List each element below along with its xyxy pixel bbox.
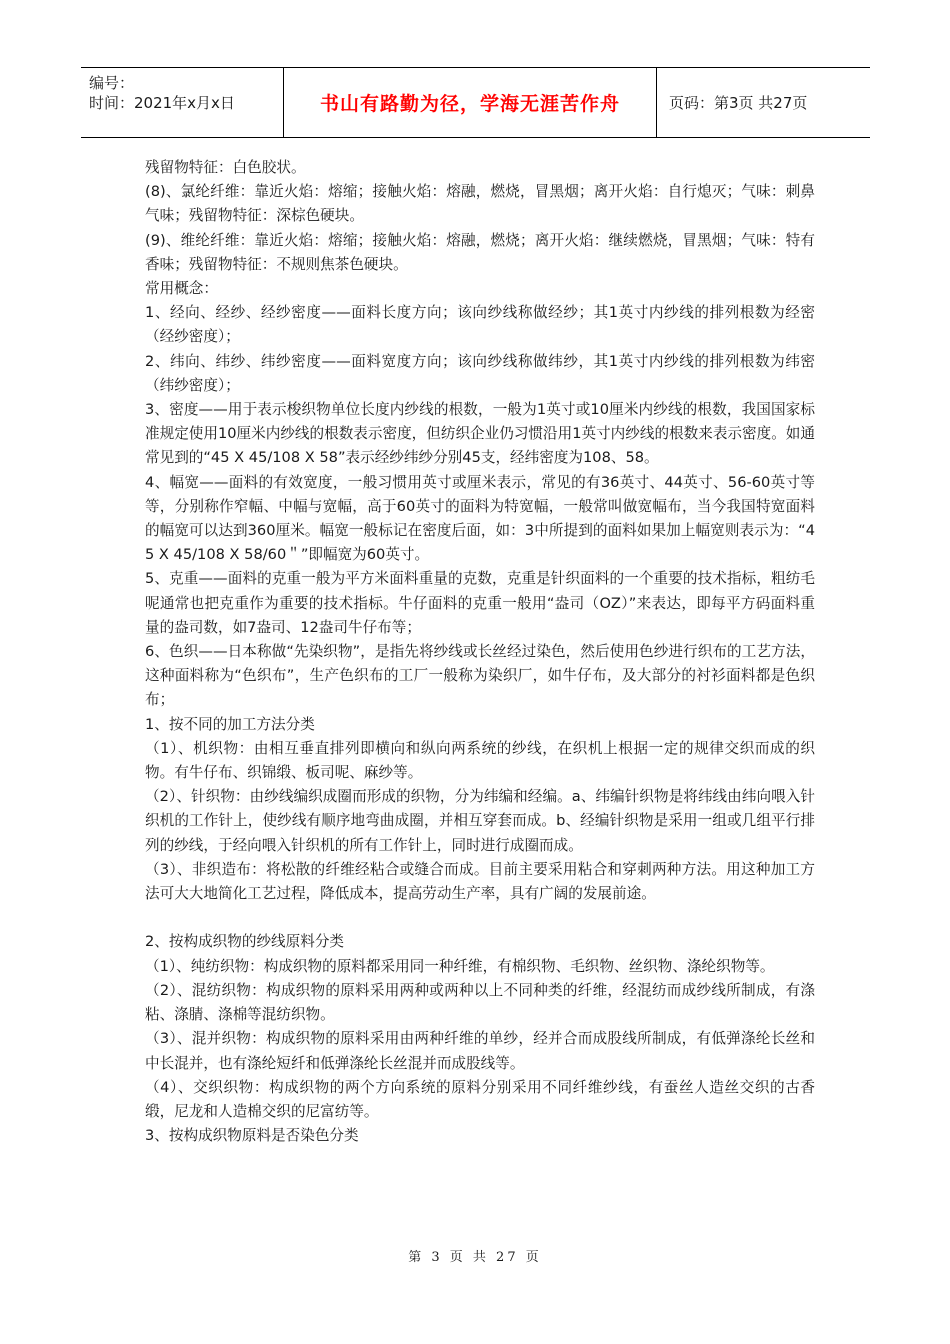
body-paragraph: （3）、非织造布：将松散的纤维经粘合或缝合而成。目前主要采用粘合和穿刺两种方法。用这种加工方法可大大地简化工艺过程，降低成本，提高劳动生产率，具有广阔的发展前途。 [145, 860, 815, 903]
body-paragraph: 4、幅宽——面料的有效宽度，一般习惯用英寸或厘米表示，常见的有36英寸、44英寸、56-60英寸等等，分别称作窄幅、中幅与宽幅，高于60英寸的面料为特宽幅，一般常叫做宽幅布，当今我国特宽面料的幅宽可以达到360厘米。幅宽一般标记在密度后面，如：3中所提到的面料如果加上幅宽则表示为：“45 X 45/108 X 58/60＂”即幅宽为60英寸。 [145, 473, 815, 564]
time-label: 时间：2021年x月x日 [89, 94, 235, 112]
body-paragraph: （3）、混并织物：构成织物的原料采用由两种纤维的单纱，经并合而成股线所制成，有低弹涤纶长丝和中长混并，也有涤纶短纤和低弹涤纶长丝混并而成股线等。 [145, 1030, 815, 1072]
blank-line [145, 906, 815, 930]
header-meta [81, 68, 284, 137]
body-paragraph: （2）、针织物：由纱线编织成圈而形成的织物，分为纬编和经编。a、纬编针织物是将纬线由纬向喂入针织机的工作针上，使纱线有顺序地弯曲成圈，并相互穿套而成。b、经编针织物是采用一组或几组平行排列的纱线，于经向喂入针织机的所有工作针上，同时进行成圈而成。 [145, 788, 815, 854]
body-paragraph: (9)、维纶纤维：靠近火焰：熔缩；接触火焰：熔融，燃烧；离开火焰：继续燃烧，冒黑烟；气味：特有香味；残留物特征：不规则焦茶色硬块。 [145, 231, 815, 273]
body-paragraph: (8)、氯纶纤维：靠近火焰：熔缩；接触火焰：熔融，燃烧，冒黑烟；离开火焰：自行熄灭；气味：刺鼻气味；残留物特征：深棕色硬块。 [145, 183, 815, 225]
body-paragraph: 3、按构成织物原料是否染色分类 [145, 1127, 359, 1145]
body-paragraph: （2）、混纺织物：构成织物的原料采用两种或两种以上不同种类的纤维，经混纺而成纱线所制成，有涤粘、涤腈、涤棉等混纺织物。 [145, 981, 815, 1024]
body-paragraph: （1）、纯纺织物：构成织物的原料都采用同一种纤维，有棉织物、毛织物、丝织物、涤纶织物等。 [145, 957, 775, 975]
header-page-info: 页码：第3页 共27页 [669, 94, 808, 112]
document-header [81, 67, 870, 138]
page-footer: 第 3 页 共 27 页 [408, 1250, 542, 1265]
body-paragraph: 残留物特征：白色胶状。 [145, 159, 306, 176]
body-paragraph: 3、密度——用于表示梭织物单位长度内纱线的根数，一般为1英寸或10厘米内纱线的根数，我国国家标准规定使用10厘米内纱线的根数表示密度，但纺织企业仍习惯沿用1英寸内纱线的根数来表示密度。如通常见到的“45 X 45/108 X 58”表示经纱纬纱分别45支，经纬密度为108、58。 [145, 401, 815, 467]
header-motto: 书山有路勤为径，学海无涯苦作舟 [284, 68, 657, 137]
body-paragraph: 2、纬向、纬纱、纬纱密度——面料宽度方向；该向纱线称做纬纱，其1英寸内纱线的排列根数为纬密（纬纱密度）； [145, 352, 815, 394]
body-paragraph: 常用概念： [145, 280, 218, 298]
body-paragraph: 5、克重——面料的克重一般为平方米面料重量的克数，克重是针织面料的一个重要的技术指标，粗纺毛呢通常也把克重作为重要的技术指标。牛仔面料的克重一般用“盎司（OZ）”来表达，即每平方码面料重量的盎司数，如7盎司、12盎司牛仔布等； [145, 570, 815, 636]
body-paragraph: （1）、机织物：由相互垂直排列即横向和纵向两系统的纱线，在织机上根据一定的规律交织而成的织物。有牛仔布、织锦缎、板司呢、麻纱等。 [145, 739, 815, 782]
body-paragraph: 1、经向、经纱、经纱密度——面料长度方向；该向纱线称做经纱；其1英寸内纱线的排列根数为经密（经纱密度）； [145, 304, 815, 346]
body-paragraph: （4）、交织织物：构成织物的两个方向系统的原料分别采用不同纤维纱线，有蚕丝人造丝交织的古香缎，尼龙和人造棉交织的尼富纺等。 [145, 1078, 815, 1120]
document-body [145, 156, 815, 1148]
body-paragraph: 2、按构成织物的纱线原料分类 [145, 933, 345, 951]
body-paragraph: 6、色织——日本称做“先染织物”，是指先将纱线或长丝经过染色，然后使用色纱进行织布的工艺方法，这种面料称为“色织布”，生产色织布的工厂一般称为染织厂，如牛仔布，及大部分的衬衫面料都是色织布； [145, 643, 815, 709]
body-paragraph: 1、按不同的加工方法分类 [145, 715, 315, 733]
code-label: 编号： [89, 74, 135, 92]
